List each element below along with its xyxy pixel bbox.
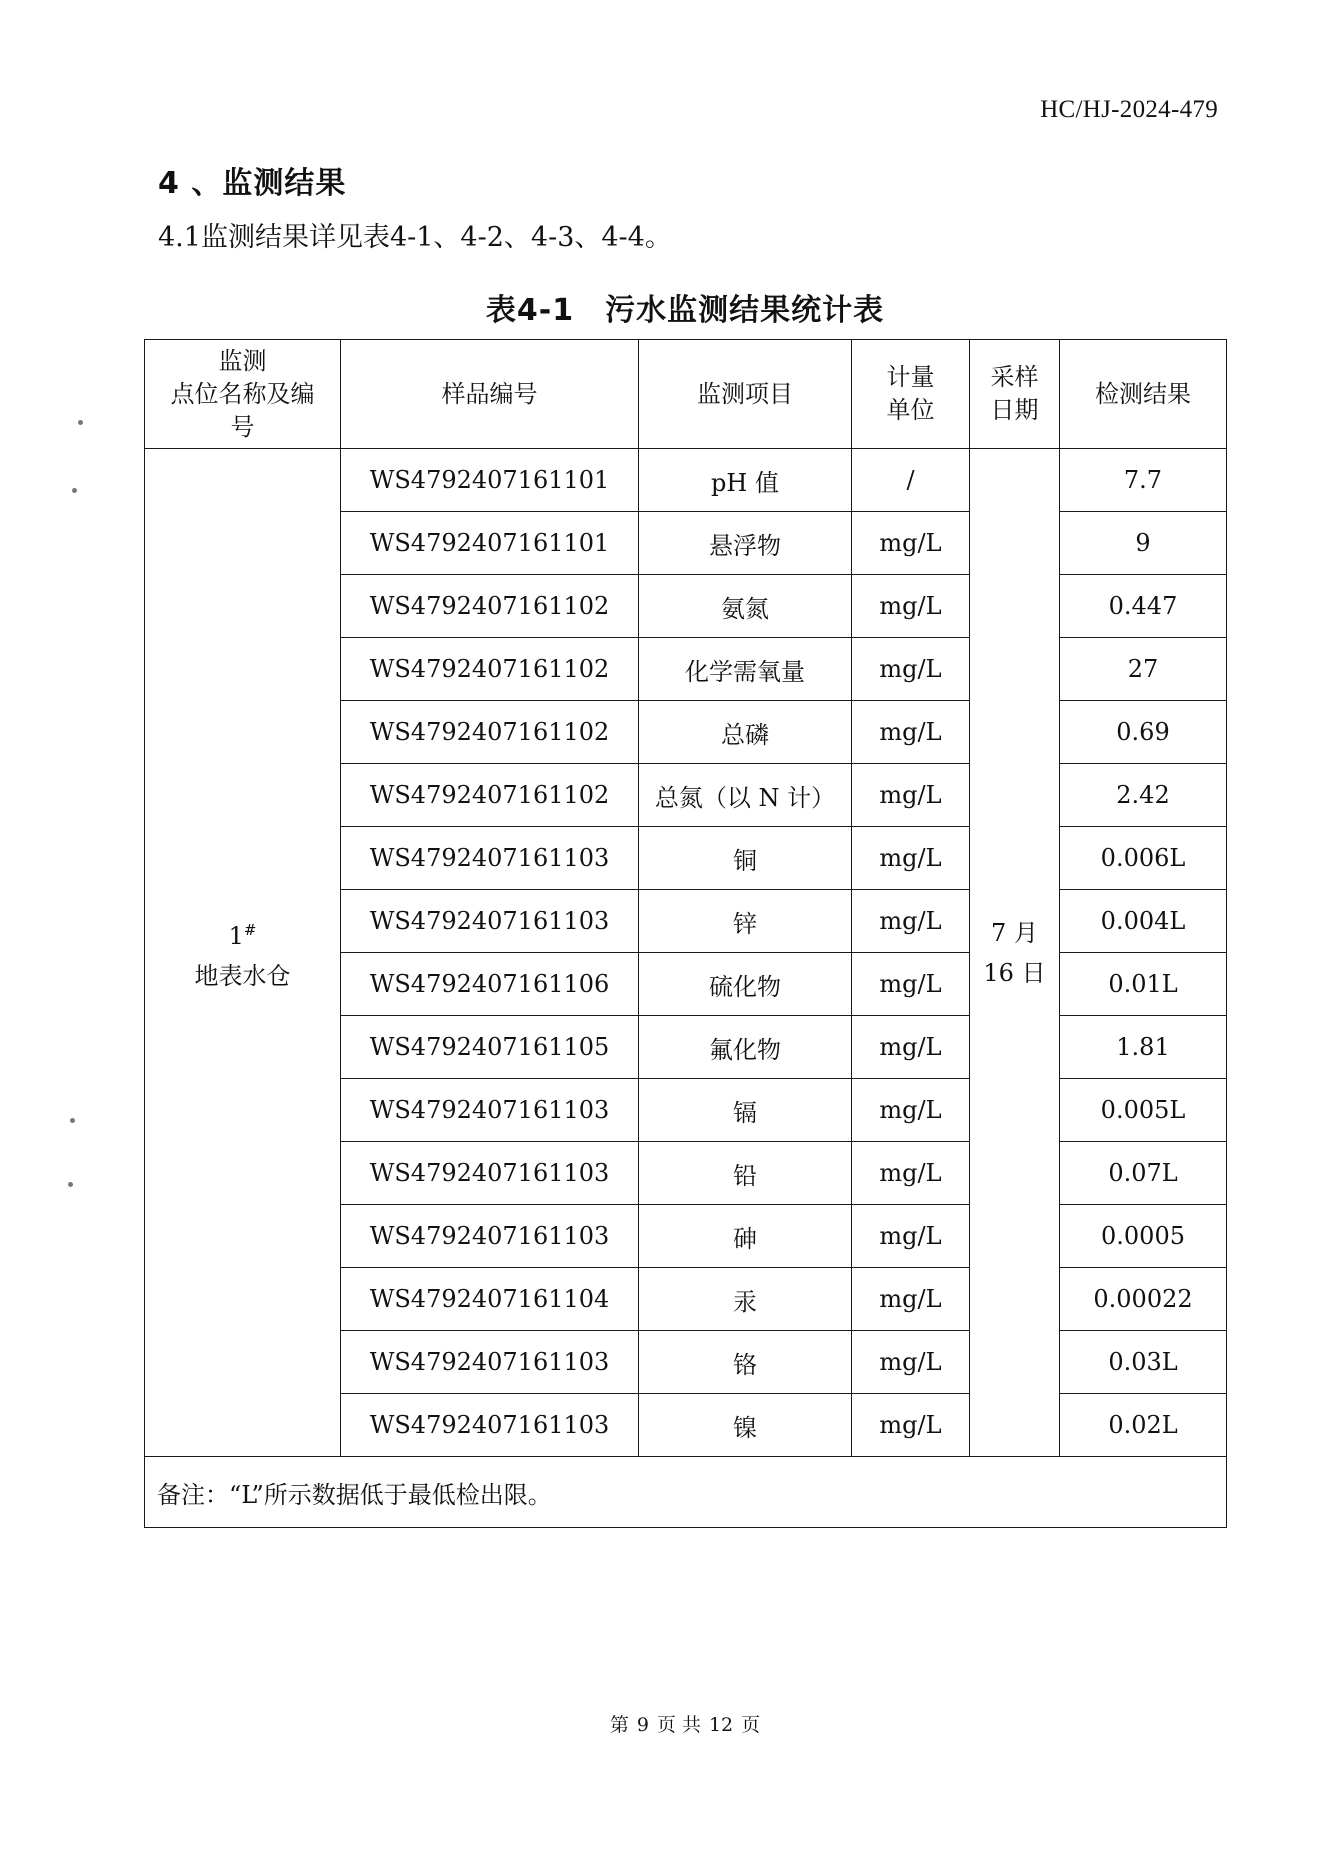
page-suffix: 页 (741, 1714, 761, 1736)
item-name: 化学需氧量 (639, 638, 852, 701)
section-text: 4.1监测结果详见表4-1、4-2、4-3、4-4。 (158, 222, 672, 253)
document-code: HC/HJ-2024-479 (1040, 96, 1218, 123)
unit-value: mg/L (852, 1016, 970, 1079)
unit-value: mg/L (852, 827, 970, 890)
sample-id: WS4792407161101 (341, 512, 639, 575)
date-cell (970, 449, 1060, 1457)
page-number (0, 1710, 1322, 1737)
sample-id: WS4792407161103 (341, 1142, 639, 1205)
header-site-line2: 点位名称及编 (170, 379, 315, 408)
unit-value: mg/L (852, 1394, 970, 1457)
site-name: 地表水仓 (194, 961, 291, 990)
sample-id: WS4792407161101 (341, 449, 639, 512)
item-name: 硫化物 (639, 953, 852, 1016)
header-row (145, 340, 1227, 449)
sample-id: WS4792407161106 (341, 953, 639, 1016)
sample-id: WS4792407161103 (341, 1205, 639, 1268)
site-number-value: 1 (228, 921, 244, 950)
page-total: 12 (708, 1714, 734, 1736)
table-header (145, 340, 1227, 449)
unit-value: mg/L (852, 512, 970, 575)
table-row (145, 449, 1227, 512)
result-value: 0.0005 (1060, 1205, 1227, 1268)
result-value: 0.01L (1060, 953, 1227, 1016)
header-unit-line1: 计量 (886, 363, 935, 391)
sample-id: WS4792407161102 (341, 638, 639, 701)
site-number (145, 910, 340, 956)
result-value: 1.81 (1060, 1016, 1227, 1079)
header-site (145, 340, 341, 449)
result-value: 0.02L (1060, 1394, 1227, 1457)
page-prefix: 第 (609, 1714, 629, 1736)
result-value: 2.42 (1060, 764, 1227, 827)
item-name: 悬浮物 (639, 512, 852, 575)
unit-value: mg/L (852, 764, 970, 827)
unit-value: mg/L (852, 1331, 970, 1394)
item-name: 铅 (639, 1142, 852, 1205)
sample-id: WS4792407161102 (341, 701, 639, 764)
item-name: 锌 (639, 890, 852, 953)
page-mid: 页 共 (656, 1714, 701, 1736)
header-sample: 样品编号 (341, 340, 639, 449)
unit-value: mg/L (852, 1268, 970, 1331)
item-name: pH 值 (639, 449, 852, 512)
unit-value: mg/L (852, 701, 970, 764)
unit-value: mg/L (852, 1079, 970, 1142)
unit-value: mg/L (852, 890, 970, 953)
sample-id: WS4792407161102 (341, 764, 639, 827)
sample-id: WS4792407161103 (341, 1331, 639, 1394)
item-name: 铜 (639, 827, 852, 890)
item-name: 铬 (639, 1331, 852, 1394)
header-result: 检测结果 (1060, 340, 1227, 449)
unit-value: mg/L (852, 1142, 970, 1205)
header-date-line1: 采样 (990, 363, 1039, 391)
unit-value: mg/L (852, 1205, 970, 1268)
result-value: 0.00022 (1060, 1268, 1227, 1331)
result-value: 0.69 (1060, 701, 1227, 764)
result-value: 9 (1060, 512, 1227, 575)
sample-id: WS4792407161103 (341, 1394, 639, 1457)
unit-value: mg/L (852, 638, 970, 701)
result-value: 0.447 (1060, 575, 1227, 638)
item-name: 镍 (639, 1394, 852, 1457)
scan-speck (72, 488, 77, 493)
site-number-sup: # (243, 920, 257, 939)
item-name: 镉 (639, 1079, 852, 1142)
unit-value: mg/L (852, 953, 970, 1016)
scan-speck (68, 1182, 73, 1187)
header-unit-line2: 单位 (886, 396, 935, 424)
table-footer (145, 1457, 1227, 1528)
result-value: 0.006L (1060, 827, 1227, 890)
item-name: 砷 (639, 1205, 852, 1268)
site-cell (145, 449, 341, 1457)
item-name: 氨氮 (639, 575, 852, 638)
result-value: 0.005L (1060, 1079, 1227, 1142)
section-heading: 4 、监测结果 (158, 166, 347, 201)
date-month: 7 月 (991, 918, 1038, 947)
item-name: 氟化物 (639, 1016, 852, 1079)
sample-id: WS4792407161103 (341, 890, 639, 953)
scan-speck (70, 1118, 75, 1123)
item-name: 总氮（以 N 计） (639, 764, 852, 827)
results-table (144, 339, 1227, 1528)
table-title: 表4-1 污水监测结果统计表 (485, 293, 885, 328)
table-body (145, 449, 1227, 1457)
table-note: 备注：“L”所示数据低于最低检出限。 (145, 1457, 1227, 1528)
item-name: 总磷 (639, 701, 852, 764)
scan-speck (78, 420, 83, 425)
result-value: 7.7 (1060, 449, 1227, 512)
sample-id: WS4792407161104 (341, 1268, 639, 1331)
item-name: 汞 (639, 1268, 852, 1331)
header-date (970, 340, 1060, 449)
unit-value: / (852, 449, 970, 512)
header-date-line2: 日期 (990, 396, 1039, 424)
date-day: 16 日 (983, 958, 1046, 987)
sample-id: WS4792407161105 (341, 1016, 639, 1079)
result-value: 0.03L (1060, 1331, 1227, 1394)
header-unit (852, 340, 970, 449)
result-value: 27 (1060, 638, 1227, 701)
header-item: 监测项目 (639, 340, 852, 449)
result-value: 0.07L (1060, 1142, 1227, 1205)
result-value: 0.004L (1060, 890, 1227, 953)
unit-value: mg/L (852, 575, 970, 638)
sample-id: WS4792407161103 (341, 827, 639, 890)
header-site-line3: 号 (230, 412, 255, 441)
note-row (145, 1457, 1227, 1528)
header-site-line1: 监测 (218, 346, 267, 375)
sample-id: WS4792407161102 (341, 575, 639, 638)
sample-id: WS4792407161103 (341, 1079, 639, 1142)
page-current: 9 (636, 1714, 649, 1736)
